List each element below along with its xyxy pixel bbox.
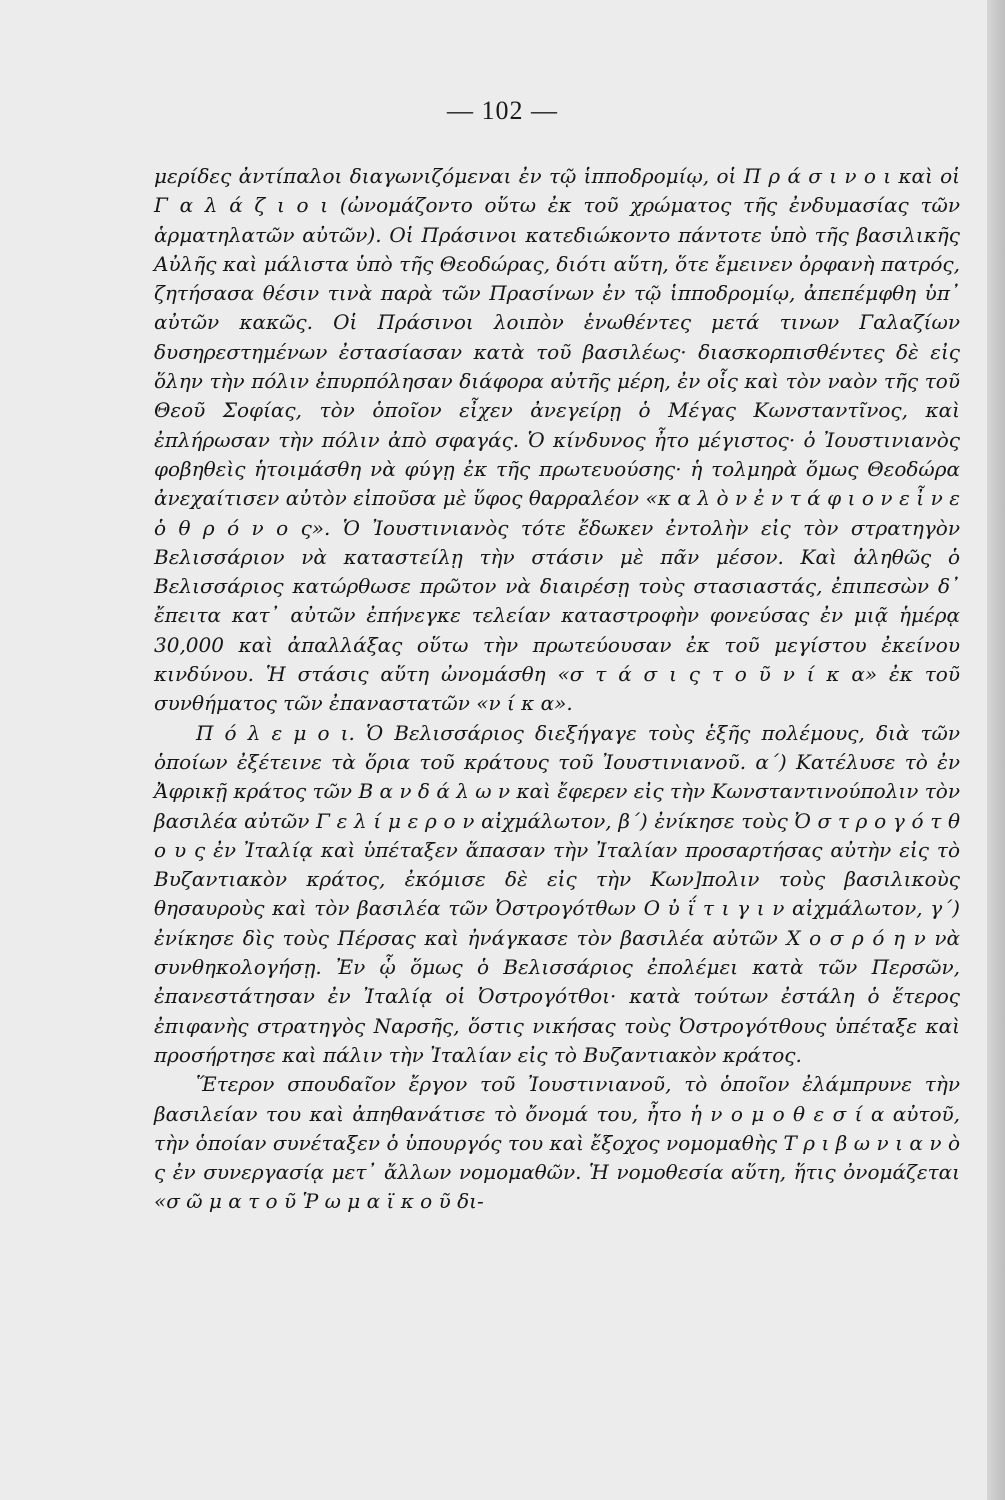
page-edge-shadow — [987, 0, 1005, 1500]
paragraph-nika-riot: μερίδες ἀντίπαλοι διαγωνιζόμεναι ἐν τῷ ἱπποδρομίῳ, οἱ Π ρ ά σ ι ν ο ι καὶ οἱ Γ α λ ά ζ ι ο ι (ὠνομάζοντο οὕτω ἐκ τοῦ χρώματος τῆς ἐνδυμασίας τῶν ἁρματηλατῶν αὐτῶν). Οἱ Πράσινοι κατεδιώκοντο πάντοτε ὑπὸ τῆς βασιλικῆς Αὐλῆς καὶ μάλιστα ὑπὸ τῆς Θεοδώρας, διότι αὕτη, ὅτε ἔμεινεν ὀρφανὴ πατρός, ζητήσασα θέσιν τινὰ παρὰ τῶν Πρασίνων ἐν τῷ ἱπποδρομίῳ, ἀπεπέμφθη ὑπ᾽ αὐτῶν κακῶς. Οἱ Πράσινοι λοιπὸν ἑνωθέντες μετά τινων Γαλαζίων δυσηρεστημένων ἐστασίασαν κατὰ τοῦ βασιλέως· διασκορπισθέντες δὲ εἰς ὅλην τὴν πόλιν ἐπυρπόλησαν διάφορα αὐτῆς μέρη, ἐν οἷς καὶ τὸν ναὸν τῆς τοῦ Θεοῦ Σοφίας, τὸν ὁποῖον εἶχεν ἀνεγείρῃ ὁ Μέγας Κωνσταντῖνος, καὶ ἐπλήρωσαν τὴν πόλιν ἀπὸ σφαγάς. Ὁ κίνδυνος ἦτο μέγιστος· ὁ Ἰουστινιανὸς φοβηθεὶς ἡτοιμάσθη νὰ φύγῃ ἐκ τῆς πρωτευούσης· ἡ τολμηρὰ ὅμως Θεοδώρα ἀνεχαίτισεν αὐτὸν εἰποῦσα μὲ ὕφος θαρραλέον «κ α λ ὸ ν ἐ ν τ ά φ ι ο ν ε ἶ ν ε ὁ θ ρ ό ν ο ς». Ὁ Ἰουστινιανὸς τότε ἔδωκεν ἐντολὴν εἰς τὸν στρατηγὸν Βελισσάριον νὰ καταστείλῃ τὴν στάσιν μὲ πᾶν μέσον. Καὶ ἀληθῶς ὁ Βελισσάριος κατώρθωσε πρῶτον νὰ διαιρέσῃ τοὺς στασιαστάς, ἐπιπεσὼν δ᾽ ἔπειτα κατ᾽ αὐτῶν ἐπήνεγκε τελείαν καταστροφὴν φονεύσας ἐν μιᾷ ἡμέρᾳ 30,000 καὶ ἀπαλλάξας οὕτω τὴν πρωτεύουσαν ἐκ τοῦ μεγίστου ἐκείνου κινδύνου. Ἡ στάσις αὕτη ὠνομάσθη «σ τ ά σ ι ς τ ο ῦ ν ί κ α» ἐκ τοῦ συνθήματος τῶν ἐπαναστατῶν «ν ί κ α». — [154, 164, 960, 716]
body-text — [154, 162, 960, 1217]
page-number: — 102 — — [447, 96, 558, 125]
paragraph-wars: Π ό λ ε μ ο ι. Ὁ Βελισσάριος διεξήγαγε τοὺς ἑξῆς πολέμους, διὰ τῶν ὁποίων ἐξέτεινε τὰ ὅρια τοῦ κράτους τοῦ Ἰουστινιανοῦ. α΄) Κατέλυσε τὸ ἐν Ἀφρικῇ κράτος τῶν Β α ν δ ά λ ω ν καὶ ἔφερεν εἰς τὴν Κωνσταντινούπολιν τὸν βασιλέα αὐτῶν Γ ε λ ί μ ε ρ ο ν αἰχμάλωτον, β΄) ἐνίκησε τοὺς Ὀ σ τ ρ ο γ ό τ θ ο υ ς ἐν Ἰταλίᾳ καὶ ὑπέταξεν ἅπασαν τὴν Ἰταλίαν προσαρτήσας αὐτὴν εἰς τὸ Βυζαντιακὸν κράτος, ἐκόμισε δὲ εἰς τὴν Κων]πολιν τοὺς βασιλικοὺς θησαυροὺς καὶ τὸν βασιλέα τῶν Ὀστρογότθων Ο ὐ ΐ τ ι γ ι ν αἰχμάλωτον, γ΄) ἐνίκησε δὶς τοὺς Πέρσας καὶ ἠνάγκασε τὸν βασιλέα αὐτῶν Χ ο σ ρ ό η ν νὰ συνθηκολογήσῃ. Ἐν ᾧ ὅμως ὁ Βελισσάριος ἐπολέμει κατὰ τῶν Περσῶν, ἐπανεστάτησαν ἐν Ἰταλίᾳ οἱ Ὀστρογότθοι· κατὰ τούτων ἐστάλη ὁ ἕτερος ἐπιφανὴς στρατηγὸς Ναρσῆς, ὅστις νικήσας τοὺς Ὀστρογότθους ὑπέταξε καὶ προσήρτησε καὶ πάλιν τὴν Ἰταλίαν εἰς τὸ Βυζαντιακὸν κράτος. — [154, 720, 960, 1067]
paragraph-legislation: Ἕτερον σπουδαῖον ἔργον τοῦ Ἰουστινιανοῦ, τὸ ὁποῖον ἐλάμπρυνε τὴν βασιλείαν του καὶ ἀπηθανάτισε τὸ ὄνομά του, ἦτο ἡ ν ο μ ο θ ε σ ί α αὐτοῦ, τὴν ὁποίαν συνέταξεν ὁ ὑπουργός του καὶ ἔξοχος νομομαθὴς Τ ρ ι β ω ν ι α ν ὸ ς ἐν συνεργασίᾳ μετ᾽ ἄλλων νομομαθῶν. Ἡ νομοθεσία αὕτη, ἥτις ὀνομάζεται «σ ῶ μ α τ ο ῦ Ῥ ω μ α ϊ κ ο ῦ δι- — [154, 1072, 960, 1214]
